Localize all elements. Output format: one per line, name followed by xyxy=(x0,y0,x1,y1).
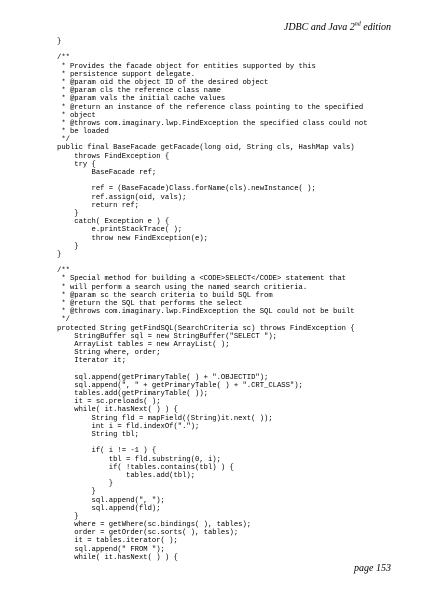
code-line: tables.add(getPrimaryTable( )); xyxy=(57,390,208,399)
code-line: Iterator it; xyxy=(57,357,127,366)
code-line: BaseFacade ref; xyxy=(57,169,157,177)
code-line: sql.append(", "); xyxy=(57,496,165,505)
code-line: * @return an instance of the reference class pointing to the specified xyxy=(57,103,364,112)
code-line: e.printStackTrace( ); xyxy=(57,226,183,235)
code-line: * persistence support delegate. xyxy=(57,70,196,79)
code-line: while( it.hasNext( ) ) { xyxy=(57,553,178,562)
code-line: } xyxy=(57,250,62,259)
code-line: sql.append(fld); xyxy=(57,504,161,513)
code-line: * be loaded xyxy=(57,128,109,137)
code-line: tbl = fld.substring(0, i); xyxy=(57,455,221,464)
code-line: * @param oid the object ID of the desired object xyxy=(57,78,269,87)
code-line: if( i != -1 ) { xyxy=(57,447,157,456)
code-line: String fld = mapField((String)it.next( )); xyxy=(57,414,273,423)
code-line: * @throws com.imaginary.lwp.FindException the SQL could not be built xyxy=(57,308,355,317)
code-line xyxy=(57,259,368,267)
code-line: where = getWhere(sc.bindings( ), tables); xyxy=(57,521,252,530)
code-line: return ref; xyxy=(57,201,139,210)
code-line: } xyxy=(57,488,96,497)
code-line: } xyxy=(57,242,79,251)
code-line: throw new FindException(e); xyxy=(57,234,208,243)
code-line: } xyxy=(57,480,114,489)
code-line: order = getOrder(sc.sorts( ), tables); xyxy=(57,529,239,538)
header-suffix: edition xyxy=(360,22,391,33)
header-title: JDBC and Java 2 xyxy=(283,22,355,33)
code-line: * Provides the facade object for entities supported by this xyxy=(57,62,316,71)
code-line: tables.add(tbl); xyxy=(57,471,196,480)
code-line: public final BaseFacade getFacade(long oid, String cls, HashMap vals) xyxy=(57,144,355,153)
code-line: ref.assign(oid, vals); xyxy=(57,193,187,202)
code-line: String where, order; xyxy=(57,349,161,358)
code-line: * will perform a search using the named search critieria. xyxy=(57,283,308,292)
code-line xyxy=(57,439,368,447)
code-line: int i = fld.indexOf("."); xyxy=(57,422,200,431)
code-line: * @param cls the reference class name xyxy=(57,87,221,96)
code-line: */ xyxy=(57,136,70,145)
code-line: ref = (BaseFacade)Class.forName(cls).newInstance( ); xyxy=(57,185,316,194)
code-line xyxy=(57,177,368,185)
code-line: sql.append(", " + getPrimaryTable( ) + ".CRT_CLASS"); xyxy=(57,381,303,390)
code-line xyxy=(57,366,368,374)
code-line: sql.append(" FROM "); xyxy=(57,545,165,554)
code-line: String tbl; xyxy=(57,431,139,439)
code-line: if( !tables.contains(tbl) ) { xyxy=(57,463,234,472)
code-line xyxy=(57,46,368,54)
running-header xyxy=(284,22,391,33)
code-line: * @return the SQL that performs the select xyxy=(57,300,243,308)
code-line: */ xyxy=(57,316,70,325)
code-line: } xyxy=(57,38,62,46)
code-line: it = sc.preloads( ); xyxy=(57,398,161,407)
code-line: * @param sc the search criteria to build SQL from xyxy=(57,291,273,300)
code-line: } xyxy=(57,209,79,218)
code-line: * @throws com.imaginary.lwp.FindException the specified class could not xyxy=(57,119,368,128)
code-line: /** xyxy=(57,267,70,276)
code-line: /** xyxy=(57,54,70,63)
code-line: while( it.hasNext( ) ) { xyxy=(57,406,178,415)
code-line: it = tables.iterator( ); xyxy=(57,537,178,546)
code-listing xyxy=(57,38,368,562)
code-line: catch( Exception e ) { xyxy=(57,218,170,227)
header-superscript: nd xyxy=(354,21,361,28)
code-line: * @param vals the initial cache values xyxy=(57,95,226,104)
code-line: * object xyxy=(57,111,96,120)
code-line: ArrayList tables = new ArrayList( ); xyxy=(57,340,230,349)
code-line: sql.append(getPrimaryTable( ) + ".OBJECTID"); xyxy=(57,373,269,382)
code-line: throws FindException { xyxy=(57,152,170,161)
code-line: StringBuffer sql = new StringBuffer("SELECT "); xyxy=(57,332,277,341)
page-number: page 153 xyxy=(354,563,391,574)
code-line: * Special method for building a <CODE>SELECT</CODE> statement that xyxy=(57,275,346,284)
code-line: } xyxy=(57,512,79,521)
code-line: protected String getFindSQL(SearchCriteria sc) throws FindException { xyxy=(57,324,355,333)
code-line: try { xyxy=(57,160,96,169)
